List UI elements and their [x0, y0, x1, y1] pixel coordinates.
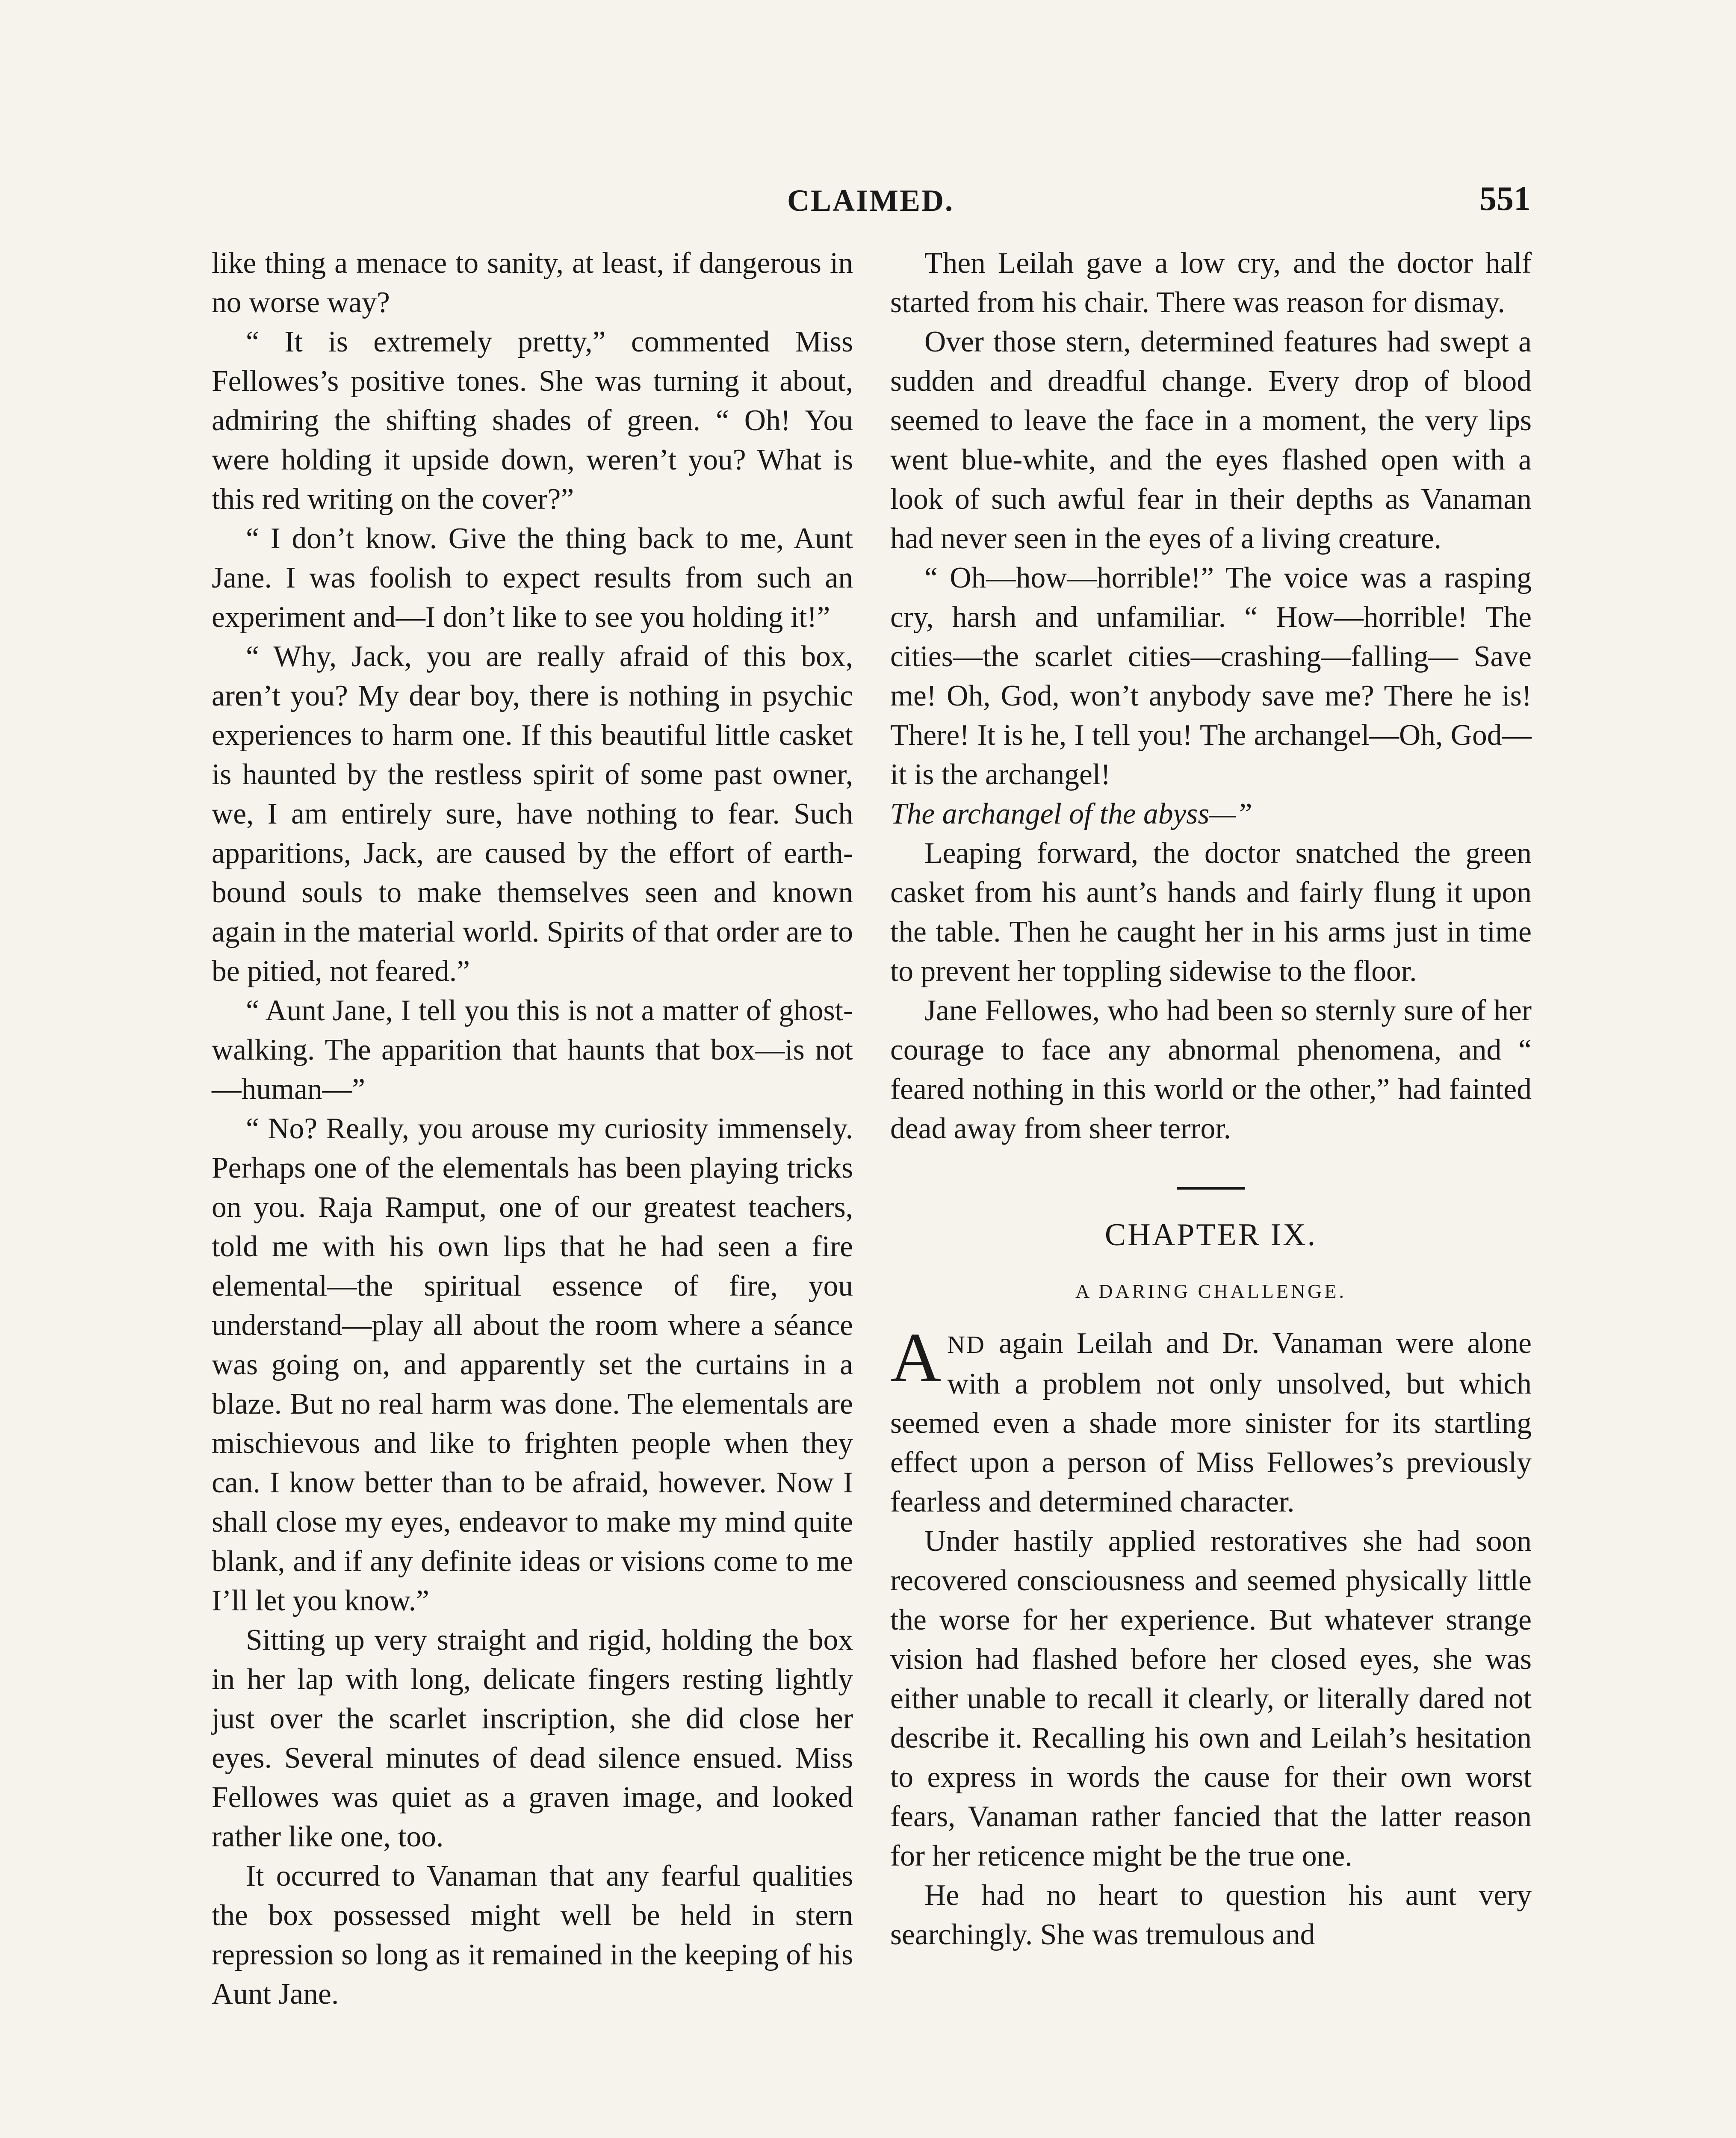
page-number: 551	[1479, 180, 1531, 218]
small-caps-lead: ND	[947, 1331, 986, 1358]
italic-line: The archangel of the abyss—”	[890, 797, 1252, 830]
chapter-heading: CHAPTER IX.	[1104, 1217, 1317, 1252]
chapter-opening-paragraph	[890, 1318, 1532, 1522]
running-head	[210, 180, 1531, 227]
running-title: CLAIMED.	[787, 183, 954, 218]
paragraph: Then Leilah gave a low cry, and the doctor half started from his chair. There was reason for dismay.	[890, 247, 1532, 319]
right-column	[890, 244, 1532, 1955]
paragraph: “ Oh—how—horrible!” The voice was a rasping cry, harsh and unfamiliar. “ How—horrible! The cities—the scarlet cities—crashing—falling— Save me! Oh, God, won’t anybody save me? There he is! There! It is he, I tell you! The archangel—Oh, God—it is the archangel!	[890, 561, 1532, 791]
paragraph: “ I don’t know. Give the thing back to me, Aunt Jane. I was foolish to expect results from such an experiment and—I don’t like to see you holding it!”	[212, 522, 853, 634]
paragraph: like thing a menace to sanity, at least, if dangerous in no worse way?	[212, 247, 853, 319]
paragraph: Sitting up very straight and rigid, holding the box in her lap with long, delicate fingers resting lightly just over the scarlet inscription, she did close her eyes. Several minutes of dead silence ensued. Miss Fellowes was quiet as a graven image, and looked rather like one, too.	[212, 1624, 853, 1853]
left-column	[212, 244, 853, 2014]
paragraph: He had no heart to question his aunt very searchingly. She was tremulous and	[890, 1879, 1532, 1951]
paragraph: Jane Fellowes, who had been so sternly sure of her courage to face any abnormal phenomena, and “ feared nothing in this world or the other,” had fainted dead away from sheer terror.	[890, 994, 1532, 1145]
chapter-subtitle: A DARING CHALLENGE.	[1075, 1280, 1346, 1302]
paragraph: “ Aunt Jane, I tell you this is not a matter of ghost-walking. The apparition that haunts that box—is not—human—”	[212, 994, 853, 1106]
paragraph: Leaping forward, the doctor snatched the green casket from his aunt’s hands and fairly flung it upon the table. Then he caught her in his arms just in time to prevent her toppling sidewise to the floor.	[890, 837, 1532, 988]
paragraph: “ Why, Jack, you are really afraid of this box, aren’t you? My dear boy, there is nothing in psychic experiences to harm one. If this beautiful little casket is haunted by the restless spirit of some past owner, we, I am entirely sure, have nothing to fear. Such apparitions, Jack, are caused by the effort of earth-bound souls to make themselves seen and known again in the material world. Spirits of that order are to be pitied, not feared.”	[212, 640, 853, 988]
paragraph: “ No? Really, you arouse my curiosity immensely. Perhaps one of the elementals has been playing tricks on you. Raja Ramput, one of our greatest teachers, told me with his own lips that he had seen a fire elemental—the spiritual essence of fire, you understand—play all about the room where a séance was going on, and apparently set the curtains in a blaze. But no real harm was done. The elementals are mischievous and like to frighten people when they can. I know better than to be afraid, however. Now I shall close my eyes, endeavor to make my mind quite blank, and if any definite ideas or visions come to me I’ll let you know.”	[212, 1112, 853, 1617]
paragraph: Under hastily applied restoratives she had soon recovered consciousness and seemed physically little the worse for her experience. But whatever strange vision had flashed before her closed eyes, she was either unable to recall it clearly, or literally dared not describe it. Recalling his own and Leilah’s hesitation to express in words the cause for their own worst fears, Vanaman rather fancied that the latter reason for her reticence might be the true one.	[890, 1525, 1532, 1872]
drop-cap: A	[890, 1318, 942, 1397]
paragraph: “ It is extremely pretty,” commented Miss Fellowes’s positive tones. She was turning it about, admiring the shifting shades of green. “ Oh! You were holding it upside down, weren’t you? What is this red writing on the cover?”	[212, 325, 853, 516]
paragraph: Over those stern, determined features had swept a sudden and dreadful change. Every drop of blood seemed to leave the face in a moment, the very lips went blue-white, and the eyes flashed open with a look of such awful fear in their depths as Vanaman had never seen in the eyes of a living creature.	[890, 325, 1532, 555]
opening-text: again Leilah and Dr. Vanaman were alone with a problem not only unsolved, but which seemed even a shade more sinister for its startling effect upon a person of Miss Fellowes’s previously fearless and determined character.	[890, 1327, 1532, 1518]
section-divider	[1177, 1187, 1245, 1190]
paragraph: It occurred to Vanaman that any fearful qualities the box possessed might well be held in stern repression so long as it remained in the keeping of his Aunt Jane.	[212, 1860, 853, 2011]
